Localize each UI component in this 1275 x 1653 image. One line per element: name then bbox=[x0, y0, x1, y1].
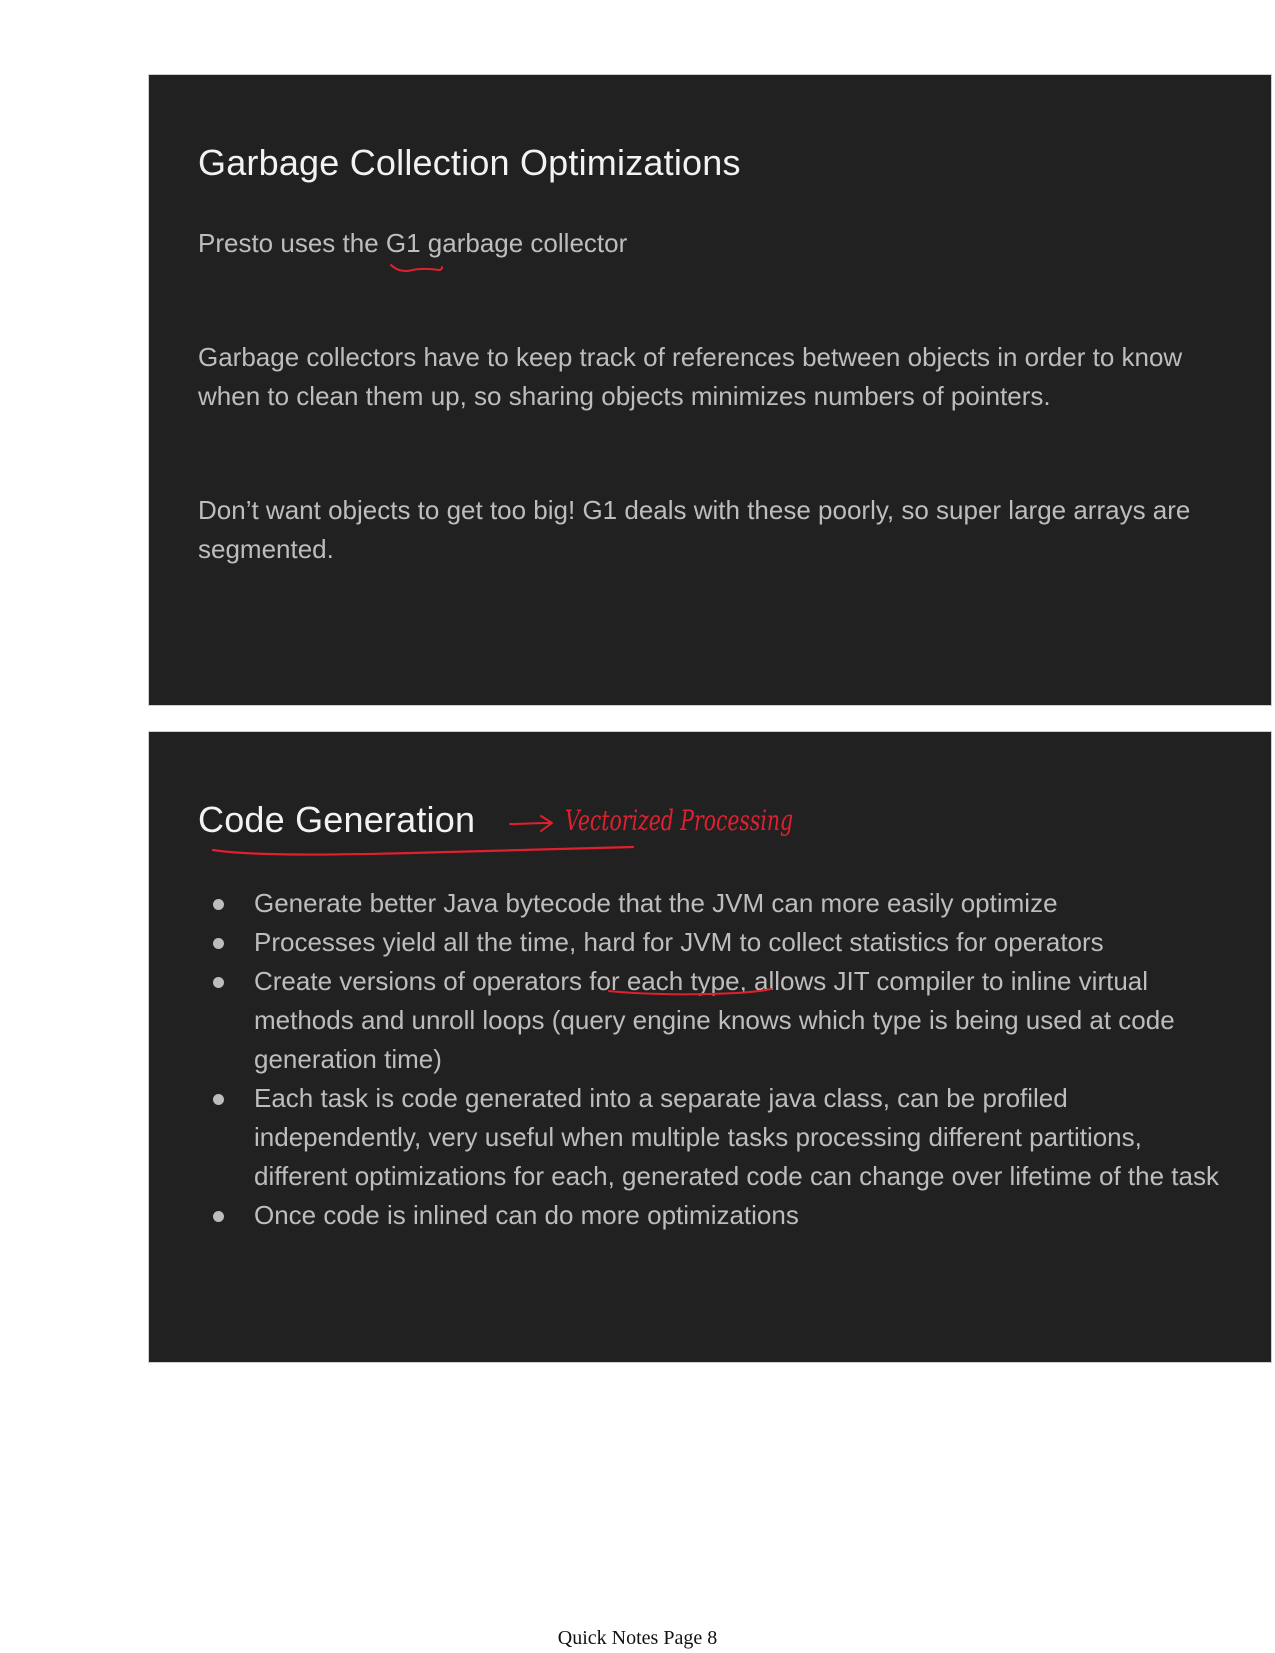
bullet-list bbox=[198, 884, 1238, 1235]
slide-title: Garbage Collection Optimizations bbox=[198, 142, 741, 183]
bullet-dot bbox=[213, 1211, 224, 1222]
list-item bbox=[198, 923, 1238, 962]
bullet-text: Generate better Java bytecode that the JVM can more easily optimize bbox=[254, 888, 1058, 918]
bullet-dot bbox=[213, 899, 224, 910]
bullet-text: Processes yield all the time, hard for JVM to collect statistics for operators bbox=[254, 927, 1104, 957]
bullet-text: Each task is code generated into a separate java class, can be profiled independently, very useful when multiple tasks processing different partitions, different optimizations for each, generated code can change over lifetime of the task bbox=[254, 1083, 1219, 1191]
ink-underline-mark bbox=[389, 261, 449, 275]
ink-arrow-icon bbox=[507, 808, 557, 838]
slide-paragraph: Garbage collectors have to keep track of references between objects in order to know when to clean them up, so sharing objects minimizes numbers of pointers. bbox=[198, 342, 1183, 411]
list-item bbox=[198, 1079, 1238, 1196]
list-item bbox=[198, 884, 1238, 923]
page-footer: Quick Notes Page 8 bbox=[557, 1627, 718, 1649]
bullet-text: Create versions of operators for each type, allows JIT compiler to inline virtual methods and unroll loops (query engine knows which type is being used at code generation time) bbox=[254, 966, 1175, 1074]
slide-paragraph: Don’t want objects to get too big! G1 deals with these poorly, so super large arrays are segmented. bbox=[198, 495, 1191, 564]
bullet-dot bbox=[213, 977, 224, 988]
ink-underline-mark bbox=[607, 986, 777, 1000]
slide-title: Code Generation bbox=[198, 799, 476, 840]
slide-garbage-collection bbox=[149, 75, 1271, 705]
ink-handwritten-note bbox=[565, 796, 805, 848]
bullet-dot bbox=[213, 1094, 224, 1105]
slide-paragraph: Presto uses the G1 garbage collector bbox=[198, 228, 628, 258]
ink-note-text: Vectorized Processing bbox=[565, 804, 793, 837]
bullet-dot bbox=[213, 938, 224, 949]
list-item bbox=[198, 1196, 1238, 1235]
slide-code-generation bbox=[149, 732, 1271, 1362]
bullet-text: Once code is inlined can do more optimizations bbox=[254, 1200, 799, 1230]
list-item bbox=[198, 962, 1238, 1079]
